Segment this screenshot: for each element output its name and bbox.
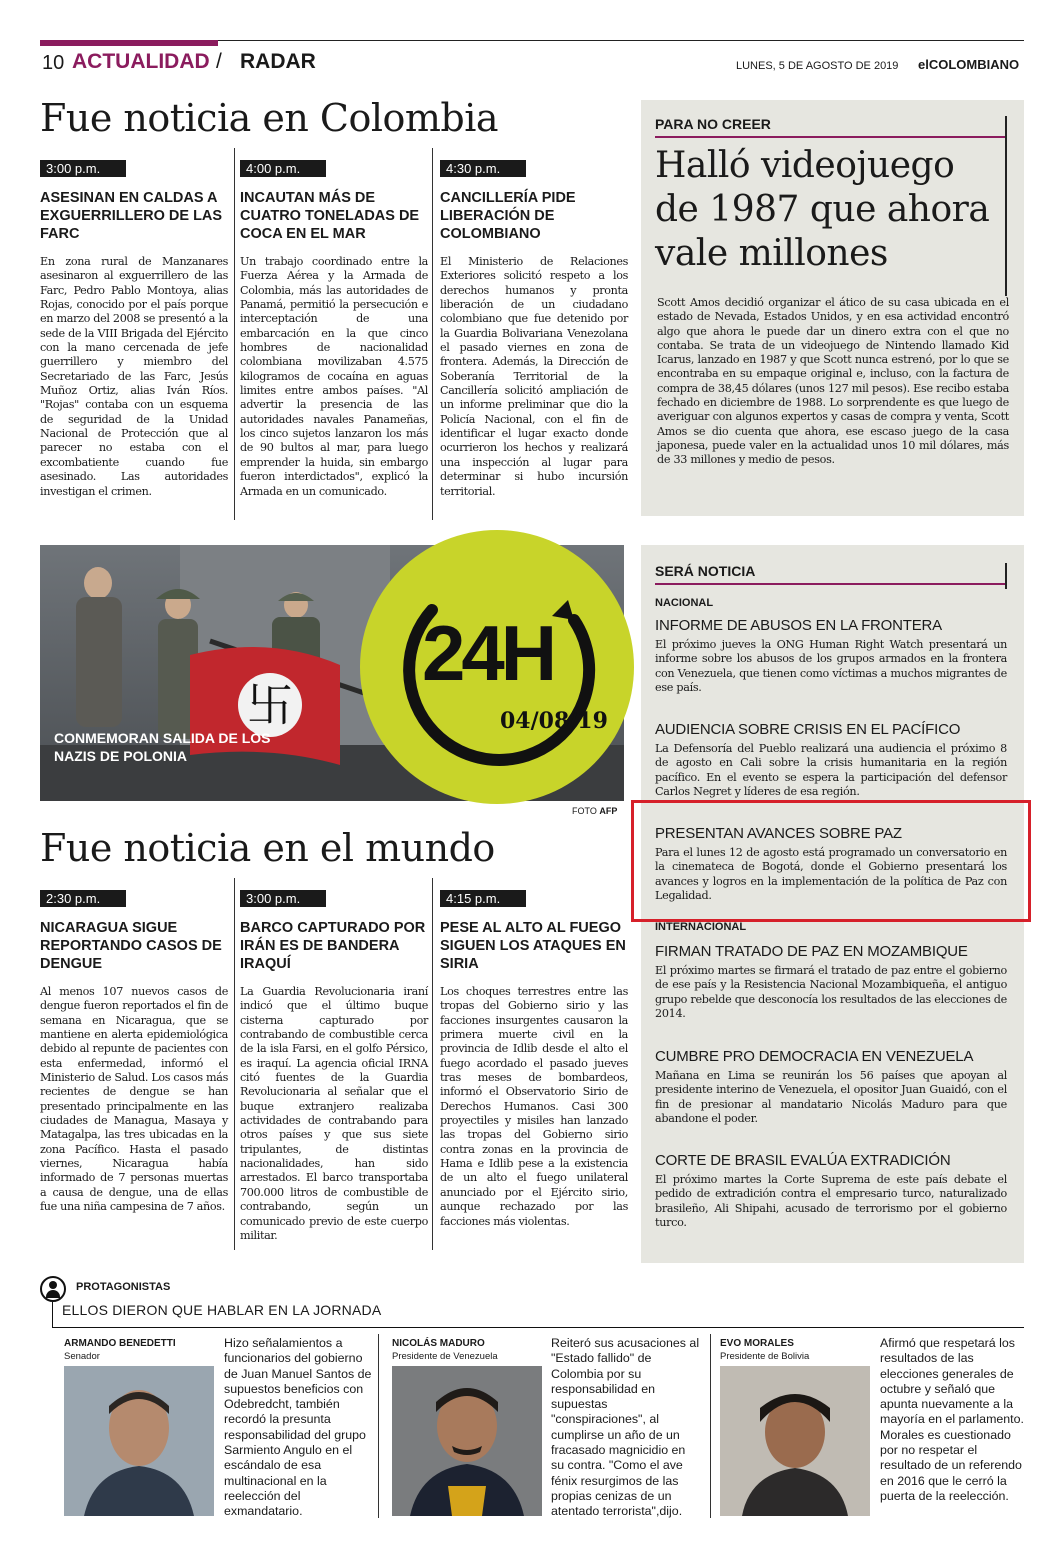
agenda-headline: FIRMAN TRATADO DE PAZ EN MOZAMBIQUE bbox=[655, 943, 968, 960]
section-separator: / bbox=[216, 50, 222, 73]
person-quote: Hizo señalamientos a funcionarios del gobierno de Juan Manuel Santos de supuestos beneficios con Odebredcht, también recordó la presunta responsabilidad del grupo Sarmiento Angulo en el escándalo de esa multinacional en la reelección del exmandatario. bbox=[224, 1336, 372, 1519]
agenda-body: El próximo martes se firmará el tratado de paz entre el gobierno de ese país y la Resistencia Nacional Mozambiqueña, el antiguo grupo rebelde que desconocía los resultados de las elecciones de 2014. bbox=[655, 964, 1007, 1020]
column-divider bbox=[710, 1334, 711, 1518]
agenda-headline: INFORME DE ABUSOS EN LA FRONTERA bbox=[655, 617, 942, 634]
colombia-story-3 bbox=[440, 158, 628, 499]
time-badge: 3:00 p.m. bbox=[240, 890, 326, 907]
column-divider bbox=[234, 148, 235, 520]
mundo-story-2 bbox=[240, 888, 428, 1243]
para-no-creer-box bbox=[641, 100, 1024, 516]
agenda-body: Para el lunes 12 de agosto está programado un conversatorio en la cinemateca de Bogotá, donde el Gobierno presentará los avances y logros en la implementación de la política de Paz con Legalidad. bbox=[655, 846, 1007, 902]
mundo-section-title: Fue noticia en el mundo bbox=[40, 826, 495, 870]
person-name: ARMANDO BENEDETTI bbox=[64, 1338, 176, 1349]
agenda-body: La Defensoría del Pueblo realizará una audiencia el próximo 8 de agosto en Cali sobre la crisis humanitaria en la región pacífico. En el evento se espera la participación del defensor Carlos Negret y líderes de esa región. bbox=[655, 742, 1007, 798]
story-headline: NICARAGUA SIGUE REPORTANDO CASOS DE DENGUE bbox=[40, 920, 222, 972]
story-headline: CANCILLERÍA PIDE LIBERACIÓN DE COLOMBIANO bbox=[440, 190, 576, 242]
box-kicker: SERÁ NOTICIA bbox=[655, 563, 756, 579]
mundo-story-3 bbox=[440, 888, 628, 1229]
subsection-name: RADAR bbox=[240, 50, 316, 73]
box-vertical-rule bbox=[1005, 116, 1007, 296]
column-divider bbox=[432, 878, 433, 1250]
story-headline: PESE AL ALTO AL FUEGO SIGUEN LOS ATAQUES EN SIRIA bbox=[440, 920, 626, 972]
time-badge: 4:15 p.m. bbox=[440, 890, 526, 907]
colombia-story-2 bbox=[240, 158, 428, 499]
svg-text:卐: 卐 bbox=[247, 678, 293, 732]
time-badge: 2:30 p.m. bbox=[40, 890, 126, 907]
column-divider bbox=[432, 148, 433, 520]
agenda-headline: PRESENTAN AVANCES SOBRE PAZ bbox=[655, 825, 902, 842]
portrait-illustration bbox=[64, 1366, 214, 1516]
story-body: En zona rural de Manzanares asesinaron al exguerrillero de las Farc, Pedro Pablo Montoya, alias Rojas, conocido por el país porque en marzo del 2008 se presentó a la sede de la VIII Brigada del Ejército con la mano cercenada de jefe guerrillero y miembro del Secretariado de las Farc, Jesús Muñoz Ortiz, alias Iván Ríos. "Rojas" contaba con un esquema de seguridad de la Unidad Nacional de Protección que al parecer no estaba con el excombatiente cuando fue asesinado. Las autoridades investigan el crimen. bbox=[40, 255, 228, 498]
person-icon bbox=[40, 1276, 66, 1302]
story-body: Al menos 107 nuevos casos de dengue fueron reportados el fin de semana en Nicaragua, que se mantiene en alerta epidemiológica debido al repunte de pacientes con esta enfermedad, informó el Ministerio de Salud. Los casos más recientes de dengue se han presentado principalmente en las ciudades de Managua, Masaya y Matagalpa, las tres ubicadas en la zona Pacífico. Hasta el pasado viernes, Nicaragua había informado de 7 personas muertas a causa de dengue, una de ellas fue una niña campesina de 7 años. bbox=[40, 985, 228, 1214]
column-divider bbox=[378, 1334, 379, 1518]
protagonistas-subtitle: ELLOS DIERON QUE HABLAR EN LA JORNADA bbox=[62, 1302, 382, 1318]
protagonistas-rule bbox=[52, 1327, 1024, 1328]
person-name: NICOLÁS MADURO bbox=[392, 1338, 485, 1349]
person-photo bbox=[720, 1366, 870, 1516]
photo-credit-source: AFP bbox=[599, 806, 618, 816]
time-badge: 3:00 p.m. bbox=[40, 160, 126, 177]
person-role: Senador bbox=[64, 1351, 100, 1362]
24h-badge bbox=[360, 530, 634, 804]
story-body: El Ministerio de Relaciones Exteriores solicitó respeto a los derechos humanos y pronta liberación de un ciudadano colombiano que fue detenido por la Guardia Bolivariana Venezolana el pasado viernes en zona de frontera. Además, la Dirección de Soberanía Territorial de la Cancillería solicitó ampliación de un informe preliminar que dio la Policía Nacional, con el fin de identificar el lugar exacto donde ocurrieron los hechos y realizará una inspección al lugar para determinar si hubo incursión territorial. bbox=[440, 255, 628, 498]
story-body: La Guardia Revolucionaria iraní indicó que el último buque cisterna capturado por contrabando de combustible cerca de la isla Farsi, en el golfo Pérsico, es iraquí. La agencia oficial IRNA citó fuentes de la Guardia Revolucionaria al señalar que el buque extranjero realizaba actividades de contrabando para otros países y que sus siete tripulantes, de distintas nacionalidades, han sido arrestados. El barco transportaba 700.000 litros de combustible de contrabando, según un comunicado previo de este cuerpo militar. bbox=[240, 985, 428, 1242]
story-body: Un trabajo coordinado entre la Fuerza Aérea y la Armada de Colombia, más las autoridades de Panamá, permitió la persecución e interceptación de una embarcación en la que cinco hombres de nacionalidad colombiana movilizaban 4.575 kilogramos de cocaína en aguas limites entre ambos países. "Al advertir la presencia de las autoridades navales Panameñas, los cinco sujetos lanzaron los más de 90 bultos al mar, para luego emprender la huida, sin embargo fueron interdictados", explicó la Armada en un comunicado. bbox=[240, 255, 428, 498]
newspaper-brand: elCOLOMBIANO bbox=[918, 57, 1020, 72]
agenda-item bbox=[655, 617, 1007, 695]
highlight-box bbox=[631, 800, 1031, 922]
protagonistas-label: PROTAGONISTAS bbox=[76, 1281, 171, 1293]
agenda-headline: CUMBRE PRO DEMOCRACIA EN VENEZUELA bbox=[655, 1048, 974, 1065]
story-headline: ASESINAN EN CALDAS A EXGUERRILLERO DE LAS FARC bbox=[40, 190, 223, 242]
badge-date: 04/08/19 bbox=[500, 708, 608, 734]
person-quote: Reiteró sus acusaciones al "Estado fallido" de Colombia por su responsabilidad en supuestas "conspiraciones", al cumplirse un año de un fracasado magnicidio en su contra. "Como el ave fénix resurgimos de las propias cenizas de un atentado terrorista",dijo. bbox=[551, 1336, 700, 1519]
box-body: Scott Amos decidió organizar el ático de su casa ubicada en el estado de Nevada, Estados Unidos, y en esa actividad encontró algo que ahora le puede dar un dinero extra con el que no contaba. Se trata de un videojuego de Nintendo llamado Kid Icarus, lanzado en 1987 y que Scott nunca estrenó, por lo que se encontraba en su empaque original e, incluso, con la factura de compra de 38,45 dólares (unos 127 mil pesos). Ese recibo estaba fechado en diciembre de 1988. Lo sorprendente es que luego de averiguar con algunos expertos y casas de compra y venta, Scott Amos se dio cuenta que ahora, ese escaso juego de la casa japonesa, puede valer en la actualidad unos 10 mil dólares, más de 33 millones y medio de pesos. bbox=[657, 296, 1009, 467]
section-name: ACTUALIDAD bbox=[72, 50, 210, 73]
agenda-body: Mañana en Lima se reunirán los 56 países que apoyan al presidente interino de Venezuela, el opositor Juan Guaidó, con el fin de presionar al mandatario Nicolás Maduro para que abandone el poder. bbox=[655, 1069, 1007, 1125]
international-label: INTERNACIONAL bbox=[655, 921, 747, 933]
photo-caption: CONMEMORAN SALIDA DE LOS NAZIS DE POLONIA bbox=[54, 730, 271, 764]
person-name: EVO MORALES bbox=[720, 1338, 794, 1349]
portrait-illustration bbox=[720, 1366, 870, 1516]
protagonistas-connector bbox=[52, 1302, 53, 1328]
column-divider bbox=[234, 878, 235, 1250]
portrait-illustration bbox=[392, 1366, 542, 1516]
agenda-item bbox=[655, 1152, 1007, 1230]
person-role: Presidente de Venezuela bbox=[392, 1351, 498, 1362]
agenda-item bbox=[655, 1048, 1007, 1126]
story-headline: BARCO CAPTURADO POR IRÁN ES DE BANDERA IRAQUÍ bbox=[240, 920, 426, 972]
story-headline: INCAUTAN MÁS DE CUATRO TONELADAS DE COCA EN EL MAR bbox=[240, 190, 420, 242]
kicker-rule bbox=[655, 136, 1007, 138]
mundo-story-1 bbox=[40, 888, 228, 1215]
photo-credit bbox=[572, 806, 617, 816]
box-kicker: PARA NO CREER bbox=[655, 116, 771, 132]
agenda-headline: CORTE DE BRASIL EVALÚA EXTRADICIÓN bbox=[655, 1152, 951, 1169]
person-quote: Afirmó que respetará los resultados de las elecciones generales de octubre y señaló que apunta nuevamente a la mayoría en el parlamento. Morales es cuestionado por no respetar el resultado de un referendo en 2016 que le cerró la puerta de la reelección. bbox=[880, 1336, 1024, 1503]
box-headline: Halló videojuego de 1987 que ahora vale millones bbox=[655, 145, 990, 274]
person-photo bbox=[64, 1366, 214, 1516]
issue-date: LUNES, 5 DE AGOSTO DE 2019 bbox=[736, 60, 899, 72]
person-photo bbox=[392, 1366, 542, 1516]
time-badge: 4:00 p.m. bbox=[240, 160, 326, 177]
box-vertical-rule bbox=[1005, 563, 1007, 589]
page-number: 10 bbox=[42, 52, 65, 74]
agenda-item bbox=[655, 943, 1007, 1021]
agenda-body: El próximo martes la Corte Suprema de este país debate el pedido de extradición contra el empresario turco, naturalizado brasileño, Ali Shipahi, acusado de terrorismo por el gobierno turco. bbox=[655, 1173, 1007, 1229]
section-accent-bar bbox=[40, 40, 218, 46]
national-label: NACIONAL bbox=[655, 597, 714, 609]
photo-credit-label: FOTO bbox=[572, 806, 597, 816]
badge-24h-text: 24H bbox=[422, 609, 554, 697]
story-body: Los choques terrestres entre las tropas del Gobierno sirio y las facciones insurgentes causaron la primera muerte civil en la provincia de Idlib desde el alto el fuego acordado el pasado jueves tras meses de bombardeos, informó el Observatorio Sirio de Derechos Humanos. Casi 300 proyectiles y misiles han lanzado las tropas del Gobierno sirio contra zonas en la provincia de Hama e Idlib pese a la existencia de un alto el fuego unilateral anunciado por el Ejército sirio, aunque rechazado por las facciones más violentas. bbox=[440, 985, 628, 1228]
person-role: Presidente de Bolivia bbox=[720, 1351, 810, 1362]
colombia-story-1 bbox=[40, 158, 228, 499]
agenda-body: El próximo jueves la ONG Human Right Watch presentará un informe sobre los abusos de los grupos armados en la frontera con Venezuela, que tienen como víctimas a muchos migrantes de ese país. bbox=[655, 638, 1007, 694]
kicker-rule bbox=[655, 583, 1007, 585]
time-badge: 4:30 p.m. bbox=[440, 160, 526, 177]
agenda-headline: AUDIENCIA SOBRE CRISIS EN EL PACÍFICO bbox=[655, 721, 961, 738]
agenda-item bbox=[655, 721, 1007, 799]
colombia-section-title: Fue noticia en Colombia bbox=[40, 96, 499, 140]
